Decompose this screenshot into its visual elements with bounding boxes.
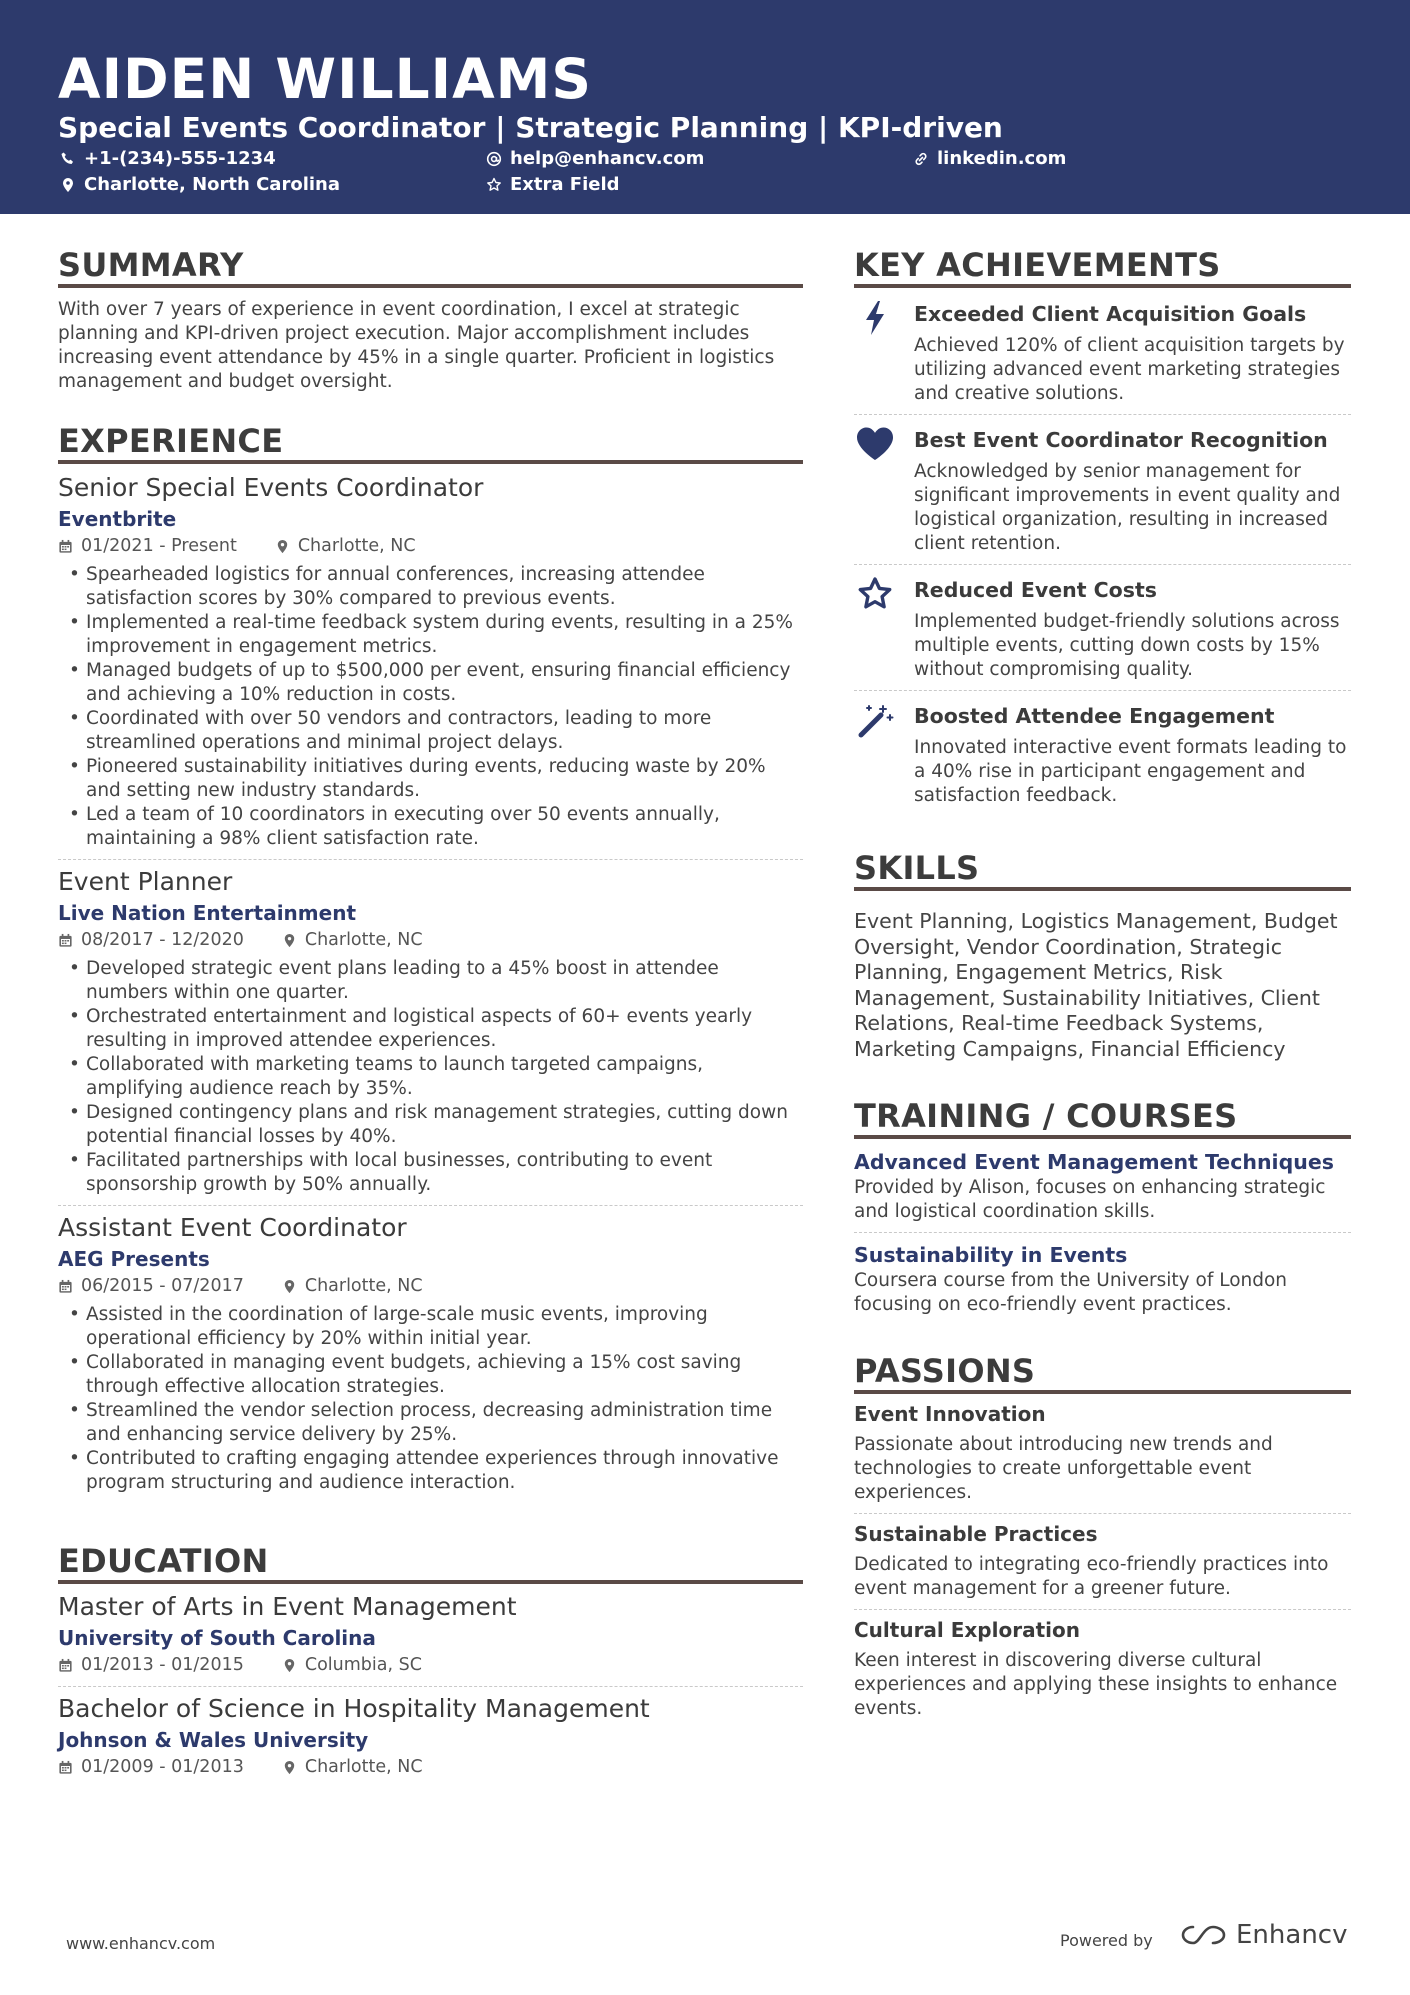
course-title: Advanced Event Management Techniques bbox=[854, 1150, 1334, 1174]
degree-title: Master of Arts in Event Management bbox=[58, 1592, 517, 1621]
job-bullet: • Collaborated with marketing teams to launch targeted campaigns, amplifying audience reach by 35%. bbox=[58, 1053, 803, 1101]
heart-icon bbox=[855, 426, 895, 462]
experience-item bbox=[58, 471, 803, 851]
education-divider bbox=[58, 1580, 803, 1584]
contact-phone[interactable] bbox=[60, 148, 276, 170]
achievement-item bbox=[854, 576, 1351, 682]
footer-powered-by: Powered by bbox=[1060, 1931, 1153, 1950]
job-bullet: • Designed contingency plans and risk management strategies, cutting down potential financial losses by 40%. bbox=[58, 1101, 803, 1149]
calendar-icon bbox=[58, 539, 73, 554]
skills-divider bbox=[854, 887, 1351, 891]
job-location: Charlotte, NC bbox=[304, 1276, 423, 1296]
passion-title: Cultural Exploration bbox=[854, 1618, 1080, 1642]
summary-divider bbox=[58, 284, 803, 288]
passion-item bbox=[854, 1520, 1351, 1601]
star-outline-icon bbox=[486, 177, 502, 193]
skills-text: Event Planning, Logistics Management, Budget Oversight, Vendor Coordination, Strategic Planning, Engagement Metrics, Risk Management, Sustainability Initiatives, Client Relations, Real-time Feedback Systems, Marketing Campaigns, Financial Efficiency bbox=[854, 909, 1338, 1061]
candidate-headline: Special Events Coordinator | Strategic Planning | KPI-driven bbox=[58, 111, 1003, 144]
job-bullet: • Contributed to crafting engaging attendee experiences through innovative program structuring and audience interaction. bbox=[58, 1447, 803, 1495]
course-desc: Coursera course from the University of London focusing on eco-friendly event practices. bbox=[854, 1270, 1288, 1315]
course-title: Sustainability in Events bbox=[854, 1243, 1128, 1267]
education-dates: 01/2009 - 01/2013 bbox=[81, 1757, 244, 1777]
training-divider bbox=[854, 1135, 1351, 1139]
item-separator bbox=[854, 1232, 1351, 1233]
calendar-icon bbox=[58, 1760, 73, 1775]
education-dates: 01/2013 - 01/2015 bbox=[81, 1655, 244, 1675]
achievement-item bbox=[854, 426, 1351, 556]
achievements-list bbox=[854, 300, 1351, 808]
link-icon bbox=[913, 151, 929, 167]
item-separator bbox=[854, 1609, 1351, 1610]
achievement-title: Best Event Coordinator Recognition bbox=[914, 428, 1328, 452]
course-desc: Provided by Alison, focuses on enhancing strategic and logistical coordination skills. bbox=[854, 1177, 1326, 1222]
extra-field-text: Extra Field bbox=[510, 174, 620, 195]
job-title: Senior Special Events Coordinator bbox=[58, 473, 484, 502]
job-bullet: • Managed budgets of up to $500,000 per event, ensuring financial efficiency and achieving a 10% reduction in costs. bbox=[58, 659, 803, 707]
item-separator bbox=[58, 1686, 803, 1687]
achievement-desc: Implemented budget-friendly solutions across multiple events, cutting down costs by 15% without compromising quality. bbox=[914, 611, 1340, 680]
job-company: Eventbrite bbox=[58, 507, 177, 531]
school-name: Johnson & Wales University bbox=[58, 1728, 369, 1752]
summary-heading: SUMMARY bbox=[58, 246, 244, 284]
job-meta bbox=[58, 927, 803, 953]
item-separator bbox=[58, 859, 803, 860]
education-item bbox=[58, 1590, 803, 1678]
education-location: Columbia, SC bbox=[304, 1655, 422, 1675]
enhancv-logo-text: Enhancv bbox=[1236, 1920, 1348, 1950]
job-bullet: • Streamlined the vendor selection process, decreasing administration time and enhancing service delivery by 25%. bbox=[58, 1399, 803, 1447]
achievement-title: Boosted Attendee Engagement bbox=[914, 704, 1275, 728]
contact-linkedin[interactable] bbox=[913, 148, 1066, 170]
experience-item bbox=[58, 865, 803, 1197]
passion-desc: Keen interest in discovering diverse cultural experiences and applying these insights to enhance events. bbox=[854, 1650, 1338, 1719]
job-bullet: • Collaborated in managing event budgets, achieving a 15% cost saving through effective allocation strategies. bbox=[58, 1351, 803, 1399]
candidate-name: AIDEN WILLIAMS bbox=[58, 47, 593, 111]
item-separator bbox=[854, 414, 1351, 415]
job-bullet: • Developed strategic event plans leading to a 45% boost in attendee numbers within one quarter. bbox=[58, 957, 803, 1005]
job-location: Charlotte, NC bbox=[304, 930, 423, 950]
job-bullet: • Facilitated partnerships with local businesses, contributing to event sponsorship growth by 50% annually. bbox=[58, 1149, 803, 1197]
achievement-title: Reduced Event Costs bbox=[914, 578, 1157, 602]
calendar-icon bbox=[58, 1658, 73, 1673]
school-name: University of South Carolina bbox=[58, 1626, 376, 1650]
location-pin-icon bbox=[282, 1658, 297, 1673]
enhancv-logo[interactable] bbox=[1180, 1920, 1347, 1950]
achievement-desc: Achieved 120% of client acquisition targets by utilizing advanced event marketing strategies and creative solutions. bbox=[914, 335, 1345, 404]
job-bullet: • Coordinated with over 50 vendors and contractors, leading to more streamlined operations and minimal project delays. bbox=[58, 707, 803, 755]
email-text: help@enhancv.com bbox=[510, 148, 705, 169]
location-pin-icon bbox=[60, 177, 76, 193]
job-meta bbox=[58, 1273, 803, 1299]
passions-heading: PASSIONS bbox=[854, 1352, 1036, 1390]
education-meta bbox=[58, 1652, 803, 1678]
education-list bbox=[58, 1590, 803, 1780]
calendar-icon bbox=[58, 933, 73, 948]
course-item bbox=[854, 1148, 1351, 1224]
job-dates: 06/2015 - 07/2017 bbox=[81, 1276, 244, 1296]
phone-text: +1-(234)-555-1234 bbox=[84, 148, 276, 169]
education-heading: EDUCATION bbox=[58, 1542, 269, 1580]
passion-desc: Passionate about introducing new trends and technologies to create unforgettable event experiences. bbox=[854, 1434, 1273, 1503]
experience-heading: EXPERIENCE bbox=[58, 422, 284, 460]
at-icon bbox=[486, 151, 502, 167]
passion-title: Event Innovation bbox=[854, 1402, 1046, 1426]
location-pin-icon bbox=[282, 933, 297, 948]
achievement-item bbox=[854, 702, 1351, 808]
job-dates: 01/2021 - Present bbox=[81, 536, 237, 556]
passions-divider bbox=[854, 1390, 1351, 1394]
passion-desc: Dedicated to integrating eco-friendly practices into event management for a greener future. bbox=[854, 1554, 1329, 1599]
job-location: Charlotte, NC bbox=[297, 536, 416, 556]
job-bullet: • Orchestrated entertainment and logistical aspects of 60+ events yearly resulting in improved attendee experiences. bbox=[58, 1005, 803, 1053]
experience-item bbox=[58, 1211, 803, 1495]
passion-item bbox=[854, 1616, 1351, 1721]
enhancv-logo-icon bbox=[1180, 1922, 1228, 1948]
passion-title: Sustainable Practices bbox=[854, 1522, 1098, 1546]
job-company: AEG Presents bbox=[58, 1247, 210, 1271]
passion-item bbox=[854, 1400, 1351, 1505]
education-item bbox=[58, 1692, 803, 1780]
job-bullet: • Assisted in the coordination of large-scale music events, improving operational efficiency by 20% within initial year. bbox=[58, 1303, 803, 1351]
calendar-icon bbox=[58, 1279, 73, 1294]
achievement-desc: Acknowledged by senior management for significant improvements in event quality and logistical organization, resulting in increased client retention. bbox=[914, 461, 1341, 554]
summary-text: With over 7 years of experience in event coordination, I excel at strategic planning and KPI-driven project execution. Major accomplishment includes increasing event attendance by 45% in a single quarter. Proficient in logistics management and budget oversight. bbox=[58, 299, 775, 392]
education-meta bbox=[58, 1754, 803, 1780]
course-item bbox=[854, 1241, 1351, 1317]
achievement-desc: Innovated interactive event formats leading to a 40% rise in participant engagement and satisfaction feedback. bbox=[914, 737, 1347, 806]
job-bullet: • Led a team of 10 coordinators in executing over 50 events annually, maintaining a 98% client satisfaction rate. bbox=[58, 803, 803, 851]
training-heading: TRAINING / COURSES bbox=[854, 1097, 1238, 1135]
job-company: Live Nation Entertainment bbox=[58, 901, 356, 925]
phone-icon bbox=[60, 151, 76, 167]
achievements-heading: KEY ACHIEVEMENTS bbox=[854, 246, 1221, 284]
contact-extra bbox=[486, 174, 620, 196]
job-dates: 08/2017 - 12/2020 bbox=[81, 930, 244, 950]
job-bullet: • Implemented a real-time feedback system during events, resulting in a 25% improvement in engagement metrics. bbox=[58, 611, 803, 659]
education-location: Charlotte, NC bbox=[304, 1757, 423, 1777]
linkedin-text: linkedin.com bbox=[937, 148, 1067, 169]
contact-email[interactable] bbox=[486, 148, 704, 170]
star-icon bbox=[857, 576, 893, 612]
job-bullet: • Pioneered sustainability initiatives during events, reducing waste by 20% and setting new industry standards. bbox=[58, 755, 803, 803]
location-pin-icon bbox=[282, 1760, 297, 1775]
item-separator bbox=[854, 1513, 1351, 1514]
training-list bbox=[854, 1148, 1351, 1317]
achievement-item bbox=[854, 300, 1351, 406]
location-pin-icon bbox=[282, 1279, 297, 1294]
job-bullets bbox=[58, 563, 803, 851]
job-bullet: • Spearheaded logistics for annual conferences, increasing attendee satisfaction scores by 30% compared to previous events. bbox=[58, 563, 803, 611]
job-title: Event Planner bbox=[58, 867, 233, 896]
item-separator bbox=[854, 564, 1351, 565]
location-text: Charlotte, North Carolina bbox=[84, 174, 340, 195]
experience-list bbox=[58, 471, 803, 1495]
item-separator bbox=[854, 690, 1351, 691]
location-pin-icon bbox=[275, 539, 290, 554]
job-meta bbox=[58, 533, 803, 559]
experience-divider bbox=[58, 460, 803, 464]
achievement-title: Exceeded Client Acquisition Goals bbox=[914, 302, 1307, 326]
skills-heading: SKILLS bbox=[854, 849, 980, 887]
degree-title: Bachelor of Science in Hospitality Management bbox=[58, 1694, 650, 1723]
item-separator bbox=[58, 1205, 803, 1206]
resume-header bbox=[0, 0, 1410, 214]
job-bullets bbox=[58, 1303, 803, 1495]
contact-location bbox=[60, 174, 340, 196]
passions-list bbox=[854, 1400, 1351, 1721]
footer-website-link[interactable]: www.enhancv.com bbox=[66, 1934, 216, 1953]
job-bullets bbox=[58, 957, 803, 1197]
achievements-divider bbox=[854, 284, 1351, 288]
magic-wand-icon bbox=[856, 702, 894, 740]
job-title: Assistant Event Coordinator bbox=[58, 1213, 407, 1242]
bolt-icon bbox=[863, 300, 887, 336]
